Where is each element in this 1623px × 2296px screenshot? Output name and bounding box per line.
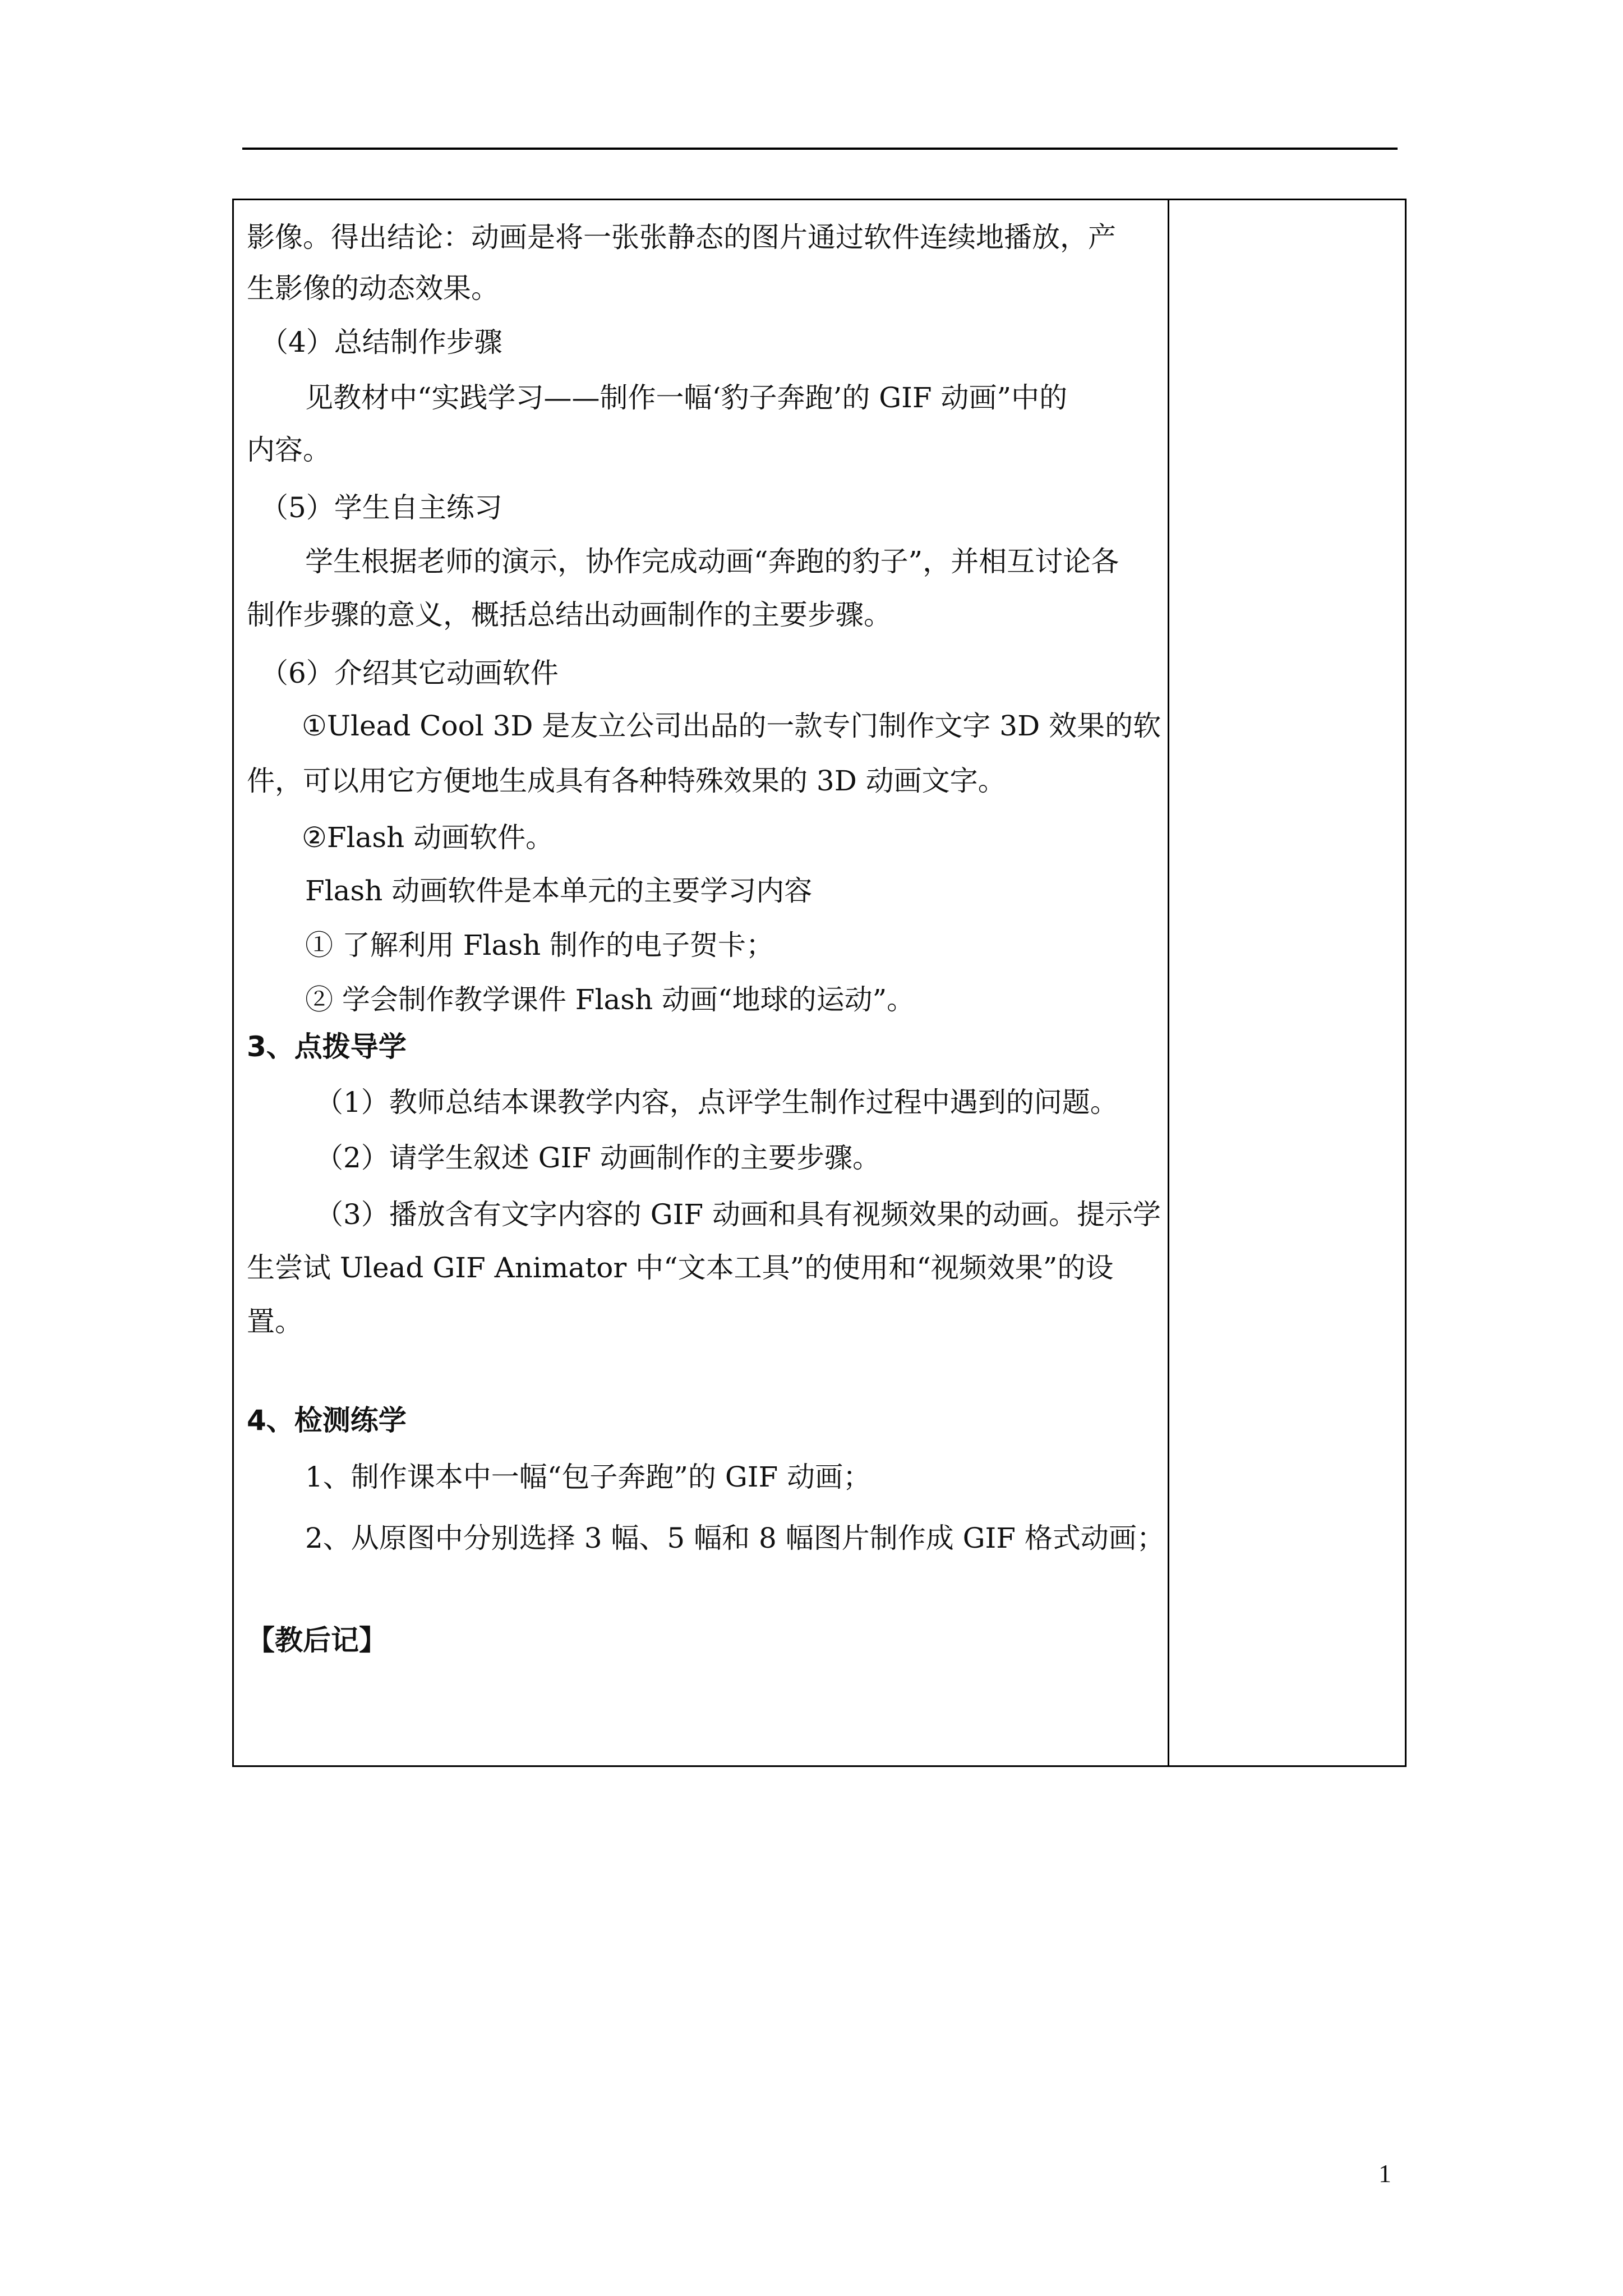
text-line: 学生根据老师的演示，协作完成动画“奔跑的豹子”，并相互讨论各 — [305, 545, 1119, 578]
text-line: （2）请学生叙述 GIF 动画制作的主要步骤。 — [315, 1142, 880, 1174]
list-item: ① 了解利用 Flash 制作的电子贺卡； — [305, 929, 774, 961]
text-line: 见教材中“实践学习——制作一幅‘豹子奔跑’的 GIF 动画”中的 — [305, 381, 1068, 414]
exercise-item: 1、制作课本中一幅“包子奔跑”的 GIF 动画； — [305, 1461, 872, 1493]
text-line: （3）播放含有文字内容的 GIF 动画和具有视频效果的动画。提示学 — [315, 1198, 1161, 1231]
post-lesson-notes-heading: 【教后记】 — [247, 1624, 387, 1657]
page-number: 1 — [1378, 2159, 1391, 2188]
text-line: 置。 — [247, 1305, 303, 1338]
table-column-divider — [1168, 199, 1169, 1767]
text-line: 制作步骤的意义，概括总结出动画制作的主要步骤。 — [247, 599, 892, 631]
text-line: 生尝试 Ulead GIF Animator 中“文本工具”的使用和“视频效果”的设 — [247, 1251, 1114, 1284]
text-line: ①Ulead Cool 3D 是友立公司出品的一款专门制作文字 3D 效果的软 — [302, 710, 1161, 742]
text-line: 件，可以用它方便地生成具有各种特殊效果的 3D 动画文字。 — [247, 765, 1006, 797]
subsection-heading: （5）学生自主练习 — [260, 491, 502, 524]
text-line: 内容。 — [247, 434, 331, 466]
text-line: 生影像的动态效果。 — [247, 272, 499, 305]
text-line: 影像。得出结论：动画是将一张张静态的图片通过软件连续地播放，产 — [247, 221, 1116, 254]
subsection-heading: （6）介绍其它动画软件 — [260, 657, 559, 689]
subsection-heading: （4）总结制作步骤 — [260, 326, 502, 358]
header-rule — [242, 148, 1398, 150]
text-line: Flash 动画软件是本单元的主要学习内容 — [305, 875, 813, 907]
exercise-item: 2、从原图中分别选择 3 幅、5 幅和 8 幅图片制作成 GIF 格式动画； — [305, 1522, 1165, 1554]
text-line: ②Flash 动画软件。 — [302, 821, 554, 854]
list-item: ② 学会制作教学课件 Flash 动画“地球的运动”。 — [305, 983, 915, 1016]
section-heading: 3、点拨导学 — [247, 1030, 407, 1063]
text-line: （1）教师总结本课教学内容，点评学生制作过程中遇到的问题。 — [315, 1086, 1118, 1119]
section-heading: 4、检测练学 — [247, 1404, 407, 1437]
